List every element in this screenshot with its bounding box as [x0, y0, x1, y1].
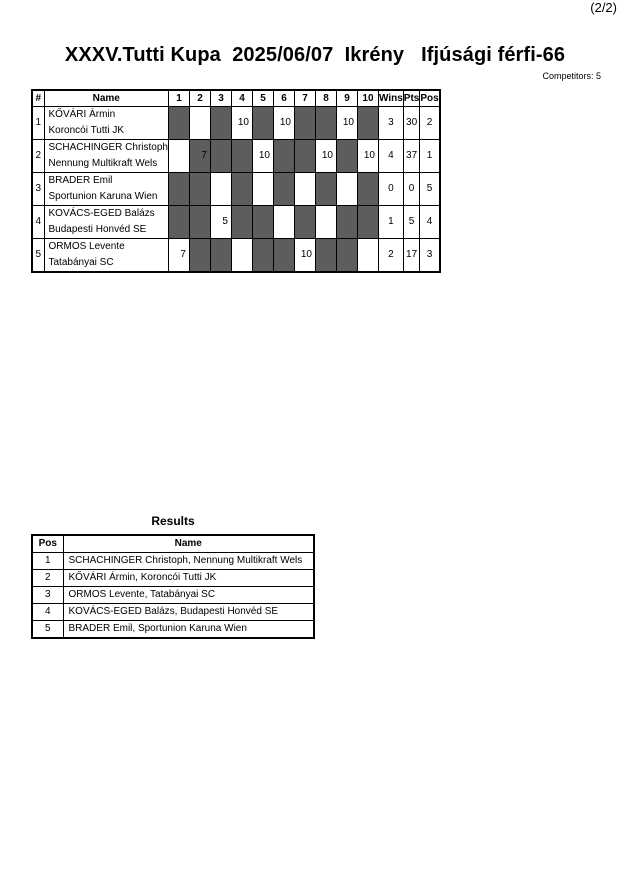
competitor-name: SCHACHINGER Christoph	[44, 140, 168, 157]
match-cell: 10	[273, 107, 294, 140]
wins-cell: 2	[378, 239, 403, 273]
wins-cell: 0	[378, 173, 403, 206]
match-cell-disabled	[336, 239, 357, 273]
header-wins: Wins	[378, 90, 403, 107]
match-cell	[273, 206, 294, 239]
points-cell: 37	[403, 140, 420, 173]
page-number: (2/2)	[590, 0, 617, 15]
match-cell: 10	[315, 140, 336, 173]
wins-cell: 4	[378, 140, 403, 173]
competitor-name: ORMOS Levente	[44, 239, 168, 256]
results-row	[32, 587, 314, 604]
match-cell: 5	[210, 206, 231, 239]
match-cell-disabled	[294, 140, 315, 173]
competitor-name: KOVÁCS-EGED Balázs	[44, 206, 168, 223]
results-title: Results	[151, 514, 195, 528]
results-header-pos: Pos	[32, 535, 63, 553]
results-position: 5	[32, 621, 63, 639]
match-cell-disabled	[168, 206, 189, 239]
header-col: 10	[357, 90, 378, 107]
results-position: 4	[32, 604, 63, 621]
header-col: 3	[210, 90, 231, 107]
pool-header-row	[32, 90, 440, 107]
competitor-number: 5	[32, 239, 44, 273]
match-cell	[168, 140, 189, 173]
match-cell-disabled	[210, 239, 231, 273]
wins-cell: 3	[378, 107, 403, 140]
match-cell: 10	[357, 140, 378, 173]
points-cell: 0	[403, 173, 420, 206]
match-cell	[357, 239, 378, 273]
match-cell-disabled	[357, 173, 378, 206]
results-position: 1	[32, 553, 63, 570]
match-cell-disabled	[294, 107, 315, 140]
header-pos: Pos	[420, 90, 440, 107]
results-header-name: Name	[63, 535, 314, 553]
match-cell-disabled	[210, 107, 231, 140]
match-cell-disabled	[210, 140, 231, 173]
competitor-club: Budapesti Honvéd SE	[44, 222, 168, 239]
position-cell: 5	[420, 173, 440, 206]
pool-row	[32, 107, 440, 124]
results-row	[32, 621, 314, 639]
match-cell-disabled	[315, 239, 336, 273]
match-cell: 10	[336, 107, 357, 140]
match-cell	[294, 173, 315, 206]
header-col: 6	[273, 90, 294, 107]
header-col: 7	[294, 90, 315, 107]
match-cell-disabled	[273, 140, 294, 173]
results-body	[32, 553, 314, 639]
match-cell-disabled	[336, 140, 357, 173]
match-cell-disabled	[357, 107, 378, 140]
pool-body	[32, 107, 440, 273]
results-name: ORMOS Levente, Tatabányai SC	[63, 587, 314, 604]
results-name: KŐVÁRI Ármin, Koroncói Tutti JK	[63, 570, 314, 587]
position-cell: 4	[420, 206, 440, 239]
results-name: SCHACHINGER Christoph, Nennung Multikraft Wels	[63, 553, 314, 570]
results-row	[32, 604, 314, 621]
competitor-number: 2	[32, 140, 44, 173]
competitors-count: Competitors: 5	[542, 71, 601, 81]
match-cell-disabled	[273, 173, 294, 206]
results-row	[32, 570, 314, 587]
position-cell: 2	[420, 107, 440, 140]
results-header-row	[32, 535, 314, 553]
match-cell-disabled	[336, 206, 357, 239]
match-cell	[315, 206, 336, 239]
competitor-name: BRADER Emil	[44, 173, 168, 190]
competitor-name: KŐVÁRI Ármin	[44, 107, 168, 124]
match-cell-disabled	[189, 206, 210, 239]
competitor-number: 4	[32, 206, 44, 239]
results-name: KOVÁCS-EGED Balázs, Budapesti Honvéd SE	[63, 604, 314, 621]
pool-row	[32, 140, 440, 157]
match-cell-disabled	[252, 239, 273, 273]
match-cell	[231, 239, 252, 273]
match-cell-disabled	[168, 173, 189, 206]
pool-row	[32, 206, 440, 223]
match-cell-disabled	[273, 239, 294, 273]
match-cell	[210, 173, 231, 206]
results-row	[32, 553, 314, 570]
competitor-club: Koroncói Tutti JK	[44, 123, 168, 140]
header-pts: Pts	[403, 90, 420, 107]
competitor-club: Tatabányai SC	[44, 255, 168, 272]
position-cell: 3	[420, 239, 440, 273]
points-cell: 5	[403, 206, 420, 239]
header-col: 1	[168, 90, 189, 107]
match-cell: 10	[294, 239, 315, 273]
match-cell	[252, 173, 273, 206]
match-cell	[336, 173, 357, 206]
header-col: 2	[189, 90, 210, 107]
match-cell: 7	[168, 239, 189, 273]
match-cell-disabled	[231, 173, 252, 206]
header-col: 8	[315, 90, 336, 107]
header-num: #	[32, 90, 44, 107]
match-cell-disabled	[252, 107, 273, 140]
match-cell-disabled	[231, 206, 252, 239]
results-name: BRADER Emil, Sportunion Karuna Wien	[63, 621, 314, 639]
wins-cell: 1	[378, 206, 403, 239]
match-cell-disabled	[189, 239, 210, 273]
match-cell-disabled	[252, 206, 273, 239]
match-cell-disabled	[189, 173, 210, 206]
header-col: 9	[336, 90, 357, 107]
pool-table	[31, 89, 441, 273]
header-col: 4	[231, 90, 252, 107]
competitor-number: 1	[32, 107, 44, 140]
position-cell: 1	[420, 140, 440, 173]
page-title: XXXV.Tutti Kupa 2025/06/07 Ikrény Ifjúsági férfi-66	[64, 44, 566, 66]
competitor-number: 3	[32, 173, 44, 206]
competitor-club: Sportunion Karuna Wien	[44, 189, 168, 206]
match-cell-disabled	[294, 206, 315, 239]
match-cell: 10	[252, 140, 273, 173]
points-cell: 30	[403, 107, 420, 140]
match-cell-disabled: 7	[189, 140, 210, 173]
competitor-club: Nennung Multikraft Wels	[44, 156, 168, 173]
header-col: 5	[252, 90, 273, 107]
results-table	[31, 534, 315, 639]
match-cell-disabled	[231, 140, 252, 173]
results-position: 2	[32, 570, 63, 587]
results-position: 3	[32, 587, 63, 604]
pool-row	[32, 173, 440, 190]
points-cell: 17	[403, 239, 420, 273]
match-cell-disabled	[168, 107, 189, 140]
pool-row	[32, 239, 440, 256]
match-cell-disabled	[315, 173, 336, 206]
match-cell-disabled	[357, 206, 378, 239]
match-cell: 10	[231, 107, 252, 140]
match-cell	[189, 107, 210, 140]
match-cell-disabled	[315, 107, 336, 140]
header-name: Name	[44, 90, 168, 107]
